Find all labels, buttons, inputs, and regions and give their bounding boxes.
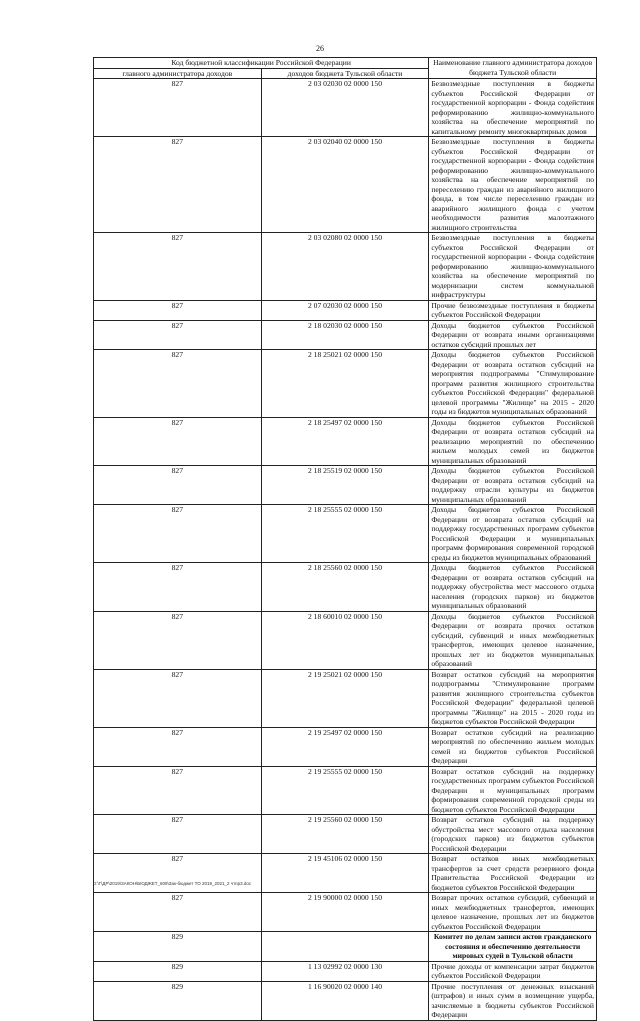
- income-code-cell: 2 07 02030 02 0000 150: [261, 300, 429, 320]
- admin-code-cell: 829: [94, 981, 262, 1020]
- admin-code-cell: 827: [94, 893, 262, 932]
- income-name-cell: Доходы бюджетов субъектов Российской Федерации от возврата прочих остатков субсидий, субвенций и иных межбюджетных трансфертов, имеющих целевое назначение, прошлых лет из бюджетов муниципальных образований: [429, 611, 597, 669]
- table-row: [94, 766, 597, 815]
- admin-code-cell: 827: [94, 300, 262, 320]
- table-row: [94, 727, 597, 766]
- income-name-cell: Прочие поступления от денежных взысканий (штрафов) и иных сумм в возмещение ущерба, зачисляемые в бюджеты субъектов Российской Федерации: [429, 981, 597, 1020]
- income-code-cell: 2 03 02030 02 0000 150: [261, 79, 429, 137]
- income-name-cell: Возврат остатков субсидий на поддержку обустройства мест массового отдыха населения (городских парков) из бюджетов субъектов Российской Федерации: [429, 815, 597, 854]
- income-code-cell: 2 19 25497 02 0000 150: [261, 727, 429, 766]
- income-name-cell: Прочие безвозмездные поступления в бюджеты субъектов Российской Федерации: [429, 300, 597, 320]
- administrator-name-cell: Комитет по делам записи актов гражданского состояния и обеспечению деятельности мировых судей в Тульской области: [429, 932, 597, 962]
- income-code-cell: 2 19 25560 02 0000 150: [261, 815, 429, 854]
- table-row: [94, 981, 597, 1020]
- table-body: [94, 79, 597, 1021]
- income-name-cell: Прочие доходы от компенсации затрат бюджетов субъектов Российской Федерации: [429, 961, 597, 981]
- income-code-cell: 2 19 45106 02 0000 150: [261, 854, 429, 893]
- table-row: [94, 417, 597, 466]
- admin-code-cell: 827: [94, 137, 262, 233]
- income-code-cell: 2 19 25021 02 0000 150: [261, 669, 429, 727]
- table-row: [94, 563, 597, 612]
- income-name-cell: Доходы бюджетов субъектов Российской Федерации от возврата иными организациями остатков субсидий прошлых лет: [429, 320, 597, 350]
- table-row: [94, 932, 597, 962]
- admin-code-cell: 827: [94, 320, 262, 350]
- income-code-cell: 2 18 25519 02 0000 150: [261, 466, 429, 505]
- file-path-footer: D:\Г\ДР\2019\ЗАКОН\БЮДЖЕТ_609\Зак-бюджет ТО 2019_2021_2 чтпр3.doc: [93, 881, 252, 886]
- admin-code-cell: 827: [94, 505, 262, 563]
- income-code-cell: [261, 932, 429, 962]
- table-row: [94, 669, 597, 727]
- income-code-cell: 2 19 25555 02 0000 150: [261, 766, 429, 815]
- income-name-cell: Безвозмездные поступления в бюджеты субъектов Российской Федерации от государственной корпорации - Фонда содействия реформированию жилищно-коммунального хозяйства на обеспечение мероприятий по капитальному ремонту многоквартирных домов: [429, 79, 597, 137]
- admin-code-cell: 827: [94, 417, 262, 466]
- admin-code-cell: 827: [94, 563, 262, 612]
- income-name-cell: Доходы бюджетов субъектов Российской Федерации от возврата остатков субсидий на поддержку обустройства мест массового отдыха населения (городских парков) из бюджетов муниципальных образований: [429, 563, 597, 612]
- header-code-group: Код бюджетной классификации Российской Федерации: [94, 58, 429, 69]
- income-code-cell: 2 18 25021 02 0000 150: [261, 350, 429, 418]
- admin-code-cell: 827: [94, 79, 262, 137]
- admin-code-cell: 827: [94, 727, 262, 766]
- income-name-cell: Безвозмездные поступления в бюджеты субъектов Российской Федерации от государственной корпорации - Фонда содействия реформированию жилищно-коммунального хозяйства на обеспечение мероприятий по модернизации систем коммунальной инфраструктуры: [429, 233, 597, 301]
- table-row: [94, 854, 597, 893]
- income-code-cell: 2 19 90000 02 0000 150: [261, 893, 429, 932]
- admin-code-cell: 827: [94, 815, 262, 854]
- table-row: [94, 466, 597, 505]
- income-code-cell: 1 13 02992 02 0000 130: [261, 961, 429, 981]
- table-row: [94, 137, 597, 233]
- income-name-cell: Возврат прочих остатков субсидий, субвенций и иных межбюджетных трансфертов, имеющих целевое назначение, прошлых лет из бюджетов субъектов Российской Федерации: [429, 893, 597, 932]
- income-code-cell: 2 03 02080 02 0000 150: [261, 233, 429, 301]
- admin-code-cell: 827: [94, 350, 262, 418]
- budget-classification-table: [93, 57, 597, 1021]
- income-name-cell: Возврат остатков субсидий на мероприятия подпрограммы "Стимулирование программ развития жилищного строительства субъектов Российской Федерации" федеральной целевой программы "Жилище" на 2015 - 2020 годы из бюджетов субъектов Российской Федерации: [429, 669, 597, 727]
- table-row: [94, 320, 597, 350]
- income-name-cell: Возврат остатков субсидий на поддержку государственных программ субъектов Российской Федерации и муниципальных программ формирования современной городской среды из бюджетов субъектов Российской Федерации: [429, 766, 597, 815]
- income-code-cell: 2 18 25560 02 0000 150: [261, 563, 429, 612]
- admin-code-cell: 827: [94, 766, 262, 815]
- admin-code-cell: 827: [94, 466, 262, 505]
- income-code-cell: 2 18 25497 02 0000 150: [261, 417, 429, 466]
- income-name-cell: Доходы бюджетов субъектов Российской Федерации от возврата остатков субсидий на поддержку отрасли культуры из бюджетов муниципальных образований: [429, 466, 597, 505]
- table-row: [94, 961, 597, 981]
- income-code-cell: 2 18 02030 02 0000 150: [261, 320, 429, 350]
- income-name-cell: Возврат остатков субсидий на реализацию мероприятий по обеспечению жильем молодых семей из бюджетов субъектов Российской Федерации: [429, 727, 597, 766]
- header-name-column: Наименование главного администратора доходов бюджета Тульской области: [429, 58, 597, 79]
- income-code-cell: 2 03 02040 02 0000 150: [261, 137, 429, 233]
- income-name-cell: Доходы бюджетов субъектов Российской Федерации от возврата остатков субсидий на реализацию мероприятий по обеспечению жильем молодых семей из бюджетов муниципальных образований: [429, 417, 597, 466]
- table-row: [94, 79, 597, 137]
- income-code-cell: 1 16 90020 02 0000 140: [261, 981, 429, 1020]
- admin-code-cell: 827: [94, 669, 262, 727]
- admin-code-cell: 829: [94, 961, 262, 981]
- admin-code-cell: 827: [94, 611, 262, 669]
- income-code-cell: 2 18 25555 02 0000 150: [261, 505, 429, 563]
- table-row: [94, 815, 597, 854]
- income-name-cell: Безвозмездные поступления в бюджеты субъектов Российской Федерации от государственной корпорации - Фонда содействия реформированию жилищно-коммунального хозяйства на обеспечение мероприятий по переселению граждан из аварийного жилищного фонда, в том числе переселению граждан из аварийного жилищного фонда с учетом необходимости развития малоэтажного жилищного строительства: [429, 137, 597, 233]
- income-name-cell: Доходы бюджетов субъектов Российской Федерации от возврата остатков субсидий на мероприятия подпрограммы "Стимулирование программ развития жилищного строительства субъектов Российской Федерации" федеральной целевой программы "Жилище" на 2015 - 2020 годы из бюджетов муниципальных образований: [429, 350, 597, 418]
- table-row: [94, 233, 597, 301]
- table-row: [94, 893, 597, 932]
- admin-code-cell: 827: [94, 233, 262, 301]
- header-income-column: доходов бюджета Тульской области: [261, 68, 429, 79]
- page-number: 26: [316, 44, 324, 53]
- header-admin-column: главного администратора доходов: [94, 68, 262, 79]
- table-row: [94, 611, 597, 669]
- income-name-cell: Возврат остатков иных межбюджетных трансфертов за счет средств резервного фонда Правительства Российской Федерации из бюджетов субъектов Российской Федерации: [429, 854, 597, 893]
- admin-code-cell: 827: [94, 854, 262, 893]
- table-row: [94, 350, 597, 418]
- table-row: [94, 300, 597, 320]
- income-name-cell: Доходы бюджетов субъектов Российской Федерации от возврата остатков субсидий на поддержку государственных программ субъектов Российской Федерации и муниципальных программ формирования современной городской среды из бюджетов муниципальных образований: [429, 505, 597, 563]
- admin-code-cell: 829: [94, 932, 262, 962]
- table-row: [94, 505, 597, 563]
- income-code-cell: 2 18 60010 02 0000 150: [261, 611, 429, 669]
